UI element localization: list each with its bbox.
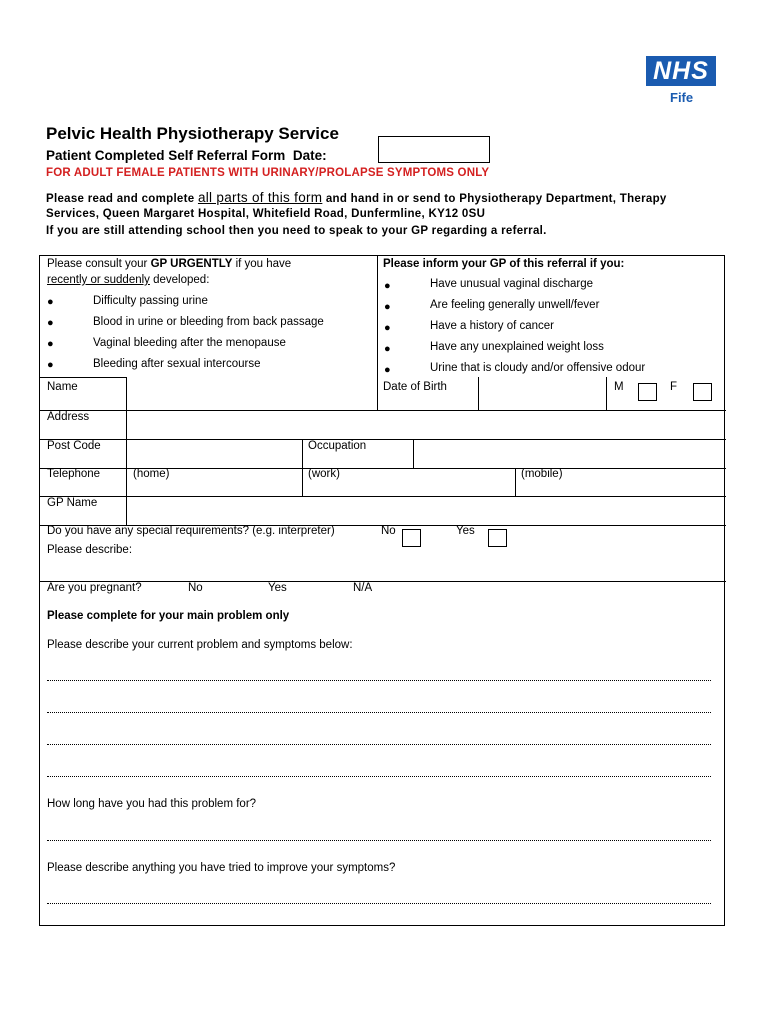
male-label: M [614, 381, 624, 393]
postcode-field[interactable] [127, 440, 302, 467]
address-label: Address [47, 411, 90, 423]
answer-line[interactable] [47, 840, 711, 841]
answer-line[interactable] [47, 744, 711, 745]
special-yes-label: Yes [456, 525, 475, 537]
inform-item: Are feeling generally unwell/fever [430, 299, 600, 311]
urgent-item: Difficulty passing urine [93, 295, 208, 307]
cell-divider [126, 468, 127, 496]
bullet-icon: ● [47, 296, 54, 308]
female-checkbox[interactable] [693, 383, 712, 401]
date-field[interactable] [378, 136, 490, 163]
pregnant-yes-option[interactable]: Yes [268, 582, 287, 594]
special-describe-label: Please describe: [47, 544, 133, 556]
bullet-icon: ● [47, 338, 54, 350]
answer-line[interactable] [47, 776, 711, 777]
special-no-label: No [381, 525, 396, 537]
urgent-line-2 [47, 274, 209, 286]
answer-line[interactable] [47, 903, 711, 904]
warning-banner: FOR ADULT FEMALE PATIENTS WITH URINARY/PROLAPSE SYMPTOMS ONLY [46, 167, 490, 179]
occupation-field[interactable] [414, 440, 724, 467]
urgent-item: Vaginal bleeding after the menopause [93, 337, 286, 349]
bullet-icon: ● [384, 280, 391, 292]
address-field[interactable] [127, 411, 724, 438]
how-long-label: How long have you had this problem for? [47, 798, 257, 810]
cell-divider [515, 468, 516, 496]
bullet-icon: ● [384, 322, 391, 334]
urgent-emphasis: GP URGENTLY [150, 258, 233, 270]
tried-label: Please describe anything you have tried to improve your symptoms? [47, 862, 396, 874]
row-divider [40, 377, 126, 378]
urgent-line-1 [47, 258, 291, 270]
instructions-emphasis: all parts of this form [197, 190, 323, 205]
pregnant-no-option[interactable]: No [188, 582, 203, 594]
page-title: Pelvic Health Physiotherapy Service [46, 124, 339, 143]
warning-column-divider [377, 256, 378, 410]
urgent-item: Bleeding after sexual intercourse [93, 358, 261, 370]
dob-field[interactable] [479, 378, 606, 409]
instructions-line-2: Services, Queen Margaret Hospital, Whitefield Road, Dunfermline, KY12 0SU [46, 208, 486, 220]
describe-problem-label: Please describe your current problem and symptoms below: [47, 639, 353, 651]
answer-line[interactable] [47, 680, 711, 681]
date-label: Date: [292, 148, 327, 163]
instructions-line-3: If you are still attending school then you need to speak to your GP regarding a referral. [46, 225, 547, 237]
bullet-icon: ● [384, 301, 391, 313]
inform-item: Have a history of cancer [430, 320, 555, 332]
dob-label: Date of Birth [383, 381, 447, 393]
telephone-label: Telephone [47, 468, 101, 480]
special-requirements-question: Do you have any special requirements? (e.g. interpreter) [47, 525, 335, 537]
bullet-icon: ● [47, 359, 54, 371]
gp-name-label: GP Name [47, 497, 98, 509]
bullet-icon: ● [47, 317, 54, 329]
inform-item: Have any unexplained weight loss [430, 341, 604, 353]
nhs-region-label: Fife [670, 90, 694, 105]
referral-form [39, 255, 725, 926]
mobile-phone-label[interactable]: (mobile) [521, 468, 563, 480]
postcode-label: Post Code [47, 440, 101, 452]
male-checkbox[interactable] [638, 383, 657, 401]
form-subtitle-text: Patient Completed Self Referral Form [46, 148, 286, 163]
inform-item: Have unusual vaginal discharge [430, 278, 594, 290]
urgent-text: Please consult your [47, 258, 151, 270]
home-phone-label[interactable]: (home) [133, 468, 170, 480]
row-divider [40, 581, 726, 582]
main-problem-heading: Please complete for your main problem only [47, 610, 290, 622]
cell-divider [606, 377, 607, 410]
pregnant-question: Are you pregnant? [47, 582, 142, 594]
occupation-label: Occupation [308, 440, 367, 452]
pregnant-na-option[interactable]: N/A [353, 582, 373, 594]
bullet-icon: ● [384, 364, 391, 376]
urgent-text: developed: [149, 274, 210, 286]
name-label: Name [47, 381, 78, 393]
work-phone-label[interactable]: (work) [308, 468, 340, 480]
female-label: F [670, 381, 678, 393]
special-describe-field[interactable] [140, 544, 720, 580]
urgent-item: Blood in urine or bleeding from back passage [93, 316, 324, 328]
inform-item: Urine that is cloudy and/or offensive odour [430, 362, 646, 374]
gp-name-field[interactable] [127, 497, 724, 524]
nhs-fife-logo [640, 52, 722, 114]
urgent-emphasis: recently or suddenly [47, 274, 150, 286]
urgent-text: if you have [232, 258, 292, 270]
inform-heading: Please inform your GP of this referral if you: [383, 258, 625, 270]
nhs-logo-badge: NHS [646, 56, 716, 86]
instructions-text: Please read and complete [46, 193, 198, 205]
bullet-icon: ● [384, 343, 391, 355]
answer-line[interactable] [47, 712, 711, 713]
name-field[interactable] [127, 378, 377, 409]
instructions-text: and hand in or send to Physiotherapy Department, Therapy [322, 193, 667, 205]
instructions-line-1 [46, 190, 667, 205]
form-subtitle [46, 148, 327, 163]
